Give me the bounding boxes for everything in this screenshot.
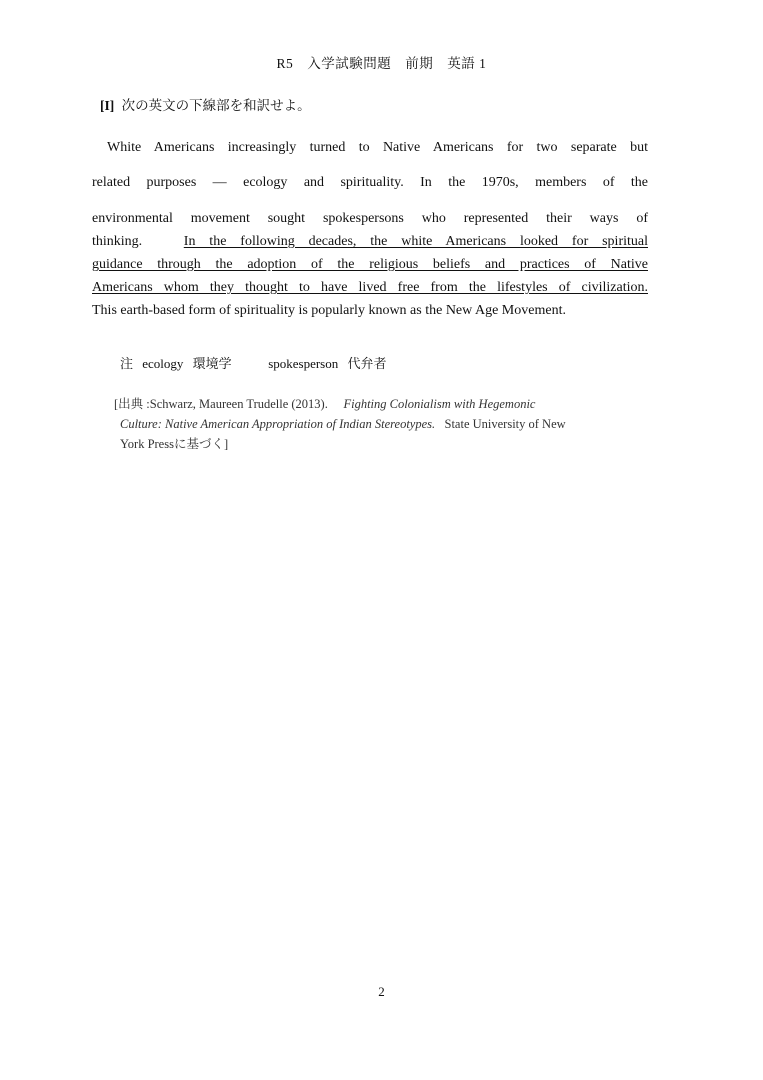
passage-line: This earth-based form of spirituality is popularly known as the New Age Movement. bbox=[92, 303, 566, 318]
citation-line: York Pressに基づく] bbox=[120, 437, 229, 451]
passage-line bbox=[92, 234, 648, 250]
note-term: ecology bbox=[142, 356, 184, 371]
question-instruction: 次の英文の下線部を和訳せよ。 bbox=[121, 98, 311, 113]
vocabulary-notes bbox=[120, 353, 393, 372]
notes-label: 注 bbox=[120, 356, 134, 371]
source-citation bbox=[114, 394, 654, 454]
page-number: 2 bbox=[378, 984, 385, 999]
underlined-text: guidance through the adoption of the religious beliefs and practices of Native bbox=[92, 257, 648, 272]
page-header: R5 入学試験問題 前期 英語 1 bbox=[276, 56, 487, 71]
citation-line bbox=[114, 394, 654, 414]
citation-line bbox=[114, 414, 654, 434]
underlined-text: Americans whom they thought to have lived free from the lifestyles of civilization. bbox=[92, 280, 648, 295]
citation-publisher: State University of New bbox=[444, 417, 566, 431]
question-heading bbox=[100, 94, 311, 114]
note-translation: 代弁者 bbox=[347, 356, 387, 371]
note-translation: 環境学 bbox=[192, 356, 232, 371]
citation-title: Fighting Colonialism with Hegemonic bbox=[343, 397, 536, 411]
passage-text: thinking. bbox=[92, 234, 143, 249]
underlined-text: In the following decades, the white Americans looked for spiritual bbox=[183, 234, 648, 249]
citation-prefix: [出典 :Schwarz, Maureen Trudelle (2013). bbox=[114, 397, 328, 411]
passage-line: White Americans increasingly turned to Native Americans for two separate but bbox=[107, 140, 648, 155]
passage-line: environmental movement sought spokespersons who represented their ways of bbox=[92, 211, 648, 226]
passage-line: related purposes ― ecology and spirituality. In the 1970s, members of the bbox=[92, 175, 648, 190]
citation-title: Culture: Native American Appropriation of Indian Stereotypes. bbox=[120, 417, 436, 431]
note-term: spokesperson bbox=[268, 356, 339, 371]
question-number: [I] bbox=[100, 98, 115, 113]
